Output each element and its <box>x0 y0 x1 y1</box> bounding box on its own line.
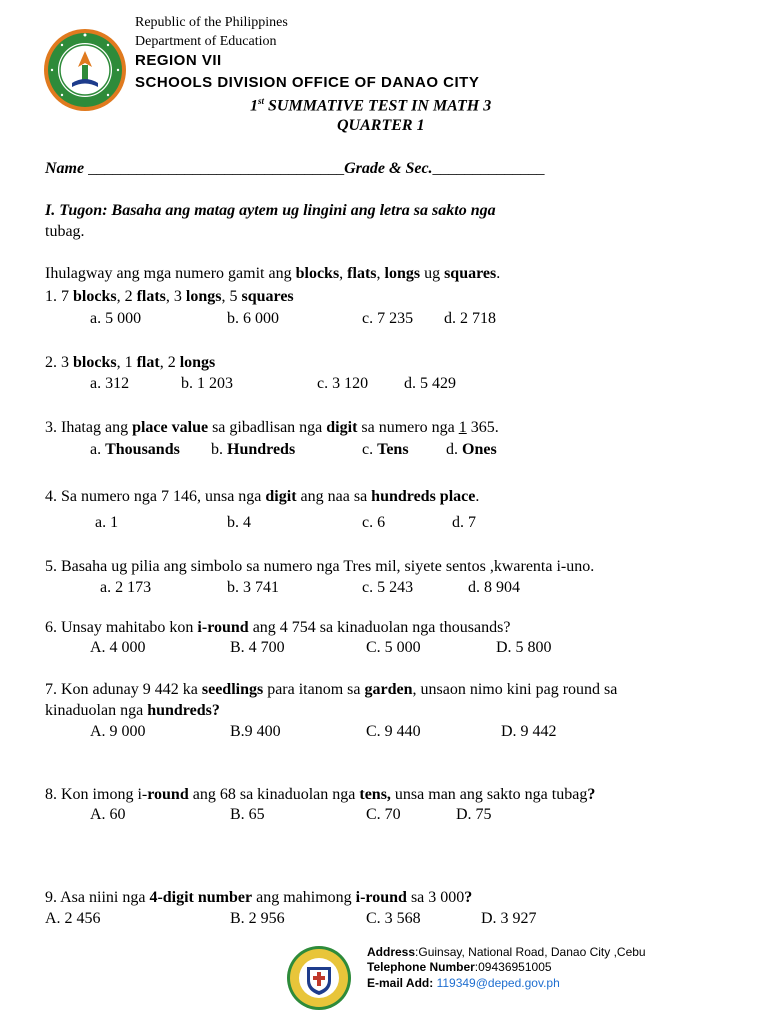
q7-choice-c[interactable]: C. 9 440 <box>366 723 421 740</box>
q1-choice-a[interactable]: a. 5 000 <box>90 310 142 327</box>
name-grade-row <box>45 159 545 179</box>
q6-choice-c[interactable]: C. 5 000 <box>366 639 421 656</box>
footer-address: Address:Guinsay, National Road, Danao City ,Cebu <box>367 945 646 959</box>
deped-danao-seal-logo <box>42 27 128 113</box>
q1-choice-c[interactable]: c. 7 235 <box>362 310 414 327</box>
grade-field-line[interactable]: ______________ <box>432 160 545 177</box>
question-2: 2. 3 blocks, 1 flat, 2 longs <box>45 354 216 371</box>
q2-choice-b[interactable]: b. 1 203 <box>181 375 233 392</box>
question-8: 8. Kon imong i-round ang 68 sa kinaduolan nga tens, unsa man ang sakto nga tubag? <box>45 786 596 803</box>
q3-choice-b[interactable]: b. Hundreds <box>211 441 296 458</box>
q2-choice-d[interactable]: d. 5 429 <box>404 375 456 392</box>
q7-choice-d[interactable]: D. 9 442 <box>501 723 557 740</box>
q3-choice-d[interactable]: d. Ones <box>446 441 497 458</box>
instructions-line1: I. Tugon: Basaha ang matag aytem ug lingini ang letra sa sakto nga <box>45 202 496 219</box>
q8-choice-c[interactable]: C. 70 <box>366 806 401 823</box>
q6-choice-a[interactable]: A. 4 000 <box>90 639 146 656</box>
question-3: 3. Ihatag ang place value sa gibadlisan nga digit sa numero nga 1 365. <box>45 419 499 436</box>
q9-choice-d[interactable]: D. 3 927 <box>481 910 537 927</box>
q8-choice-a[interactable]: A. 60 <box>90 806 126 823</box>
q7-choice-b[interactable]: B.9 400 <box>230 723 281 740</box>
q9-choice-b[interactable]: B. 2 956 <box>230 910 285 927</box>
header-division: SCHOOLS DIVISION OFFICE OF DANAO CITY <box>135 74 480 91</box>
q1-choice-b[interactable]: b. 6 000 <box>227 310 279 327</box>
instructions-line2: tubag. <box>45 223 85 240</box>
q1-choice-d[interactable]: d. 2 718 <box>444 310 496 327</box>
q4-choice-c[interactable]: c. 6 <box>362 514 386 531</box>
q5-choice-d[interactable]: d. 8 904 <box>468 579 520 596</box>
header-department: Department of Education <box>135 34 277 49</box>
question-1: 1. 7 blocks, 2 flats, 3 longs, 5 squares <box>45 288 294 305</box>
q5-choice-b[interactable]: b. 3 741 <box>227 579 279 596</box>
footer-email: E-mail Add: 119349@deped.gov.ph <box>367 976 560 990</box>
q8-choice-d[interactable]: D. 75 <box>456 806 492 823</box>
q4-choice-a[interactable]: a. 1 <box>95 514 119 531</box>
q8-choice-b[interactable]: B. 65 <box>230 806 265 823</box>
q5-choice-c[interactable]: c. 5 243 <box>362 579 414 596</box>
question-4: 4. Sa numero nga 7 146, unsa nga digit ang naa sa hundreds place. <box>45 488 480 505</box>
q3-choice-c[interactable]: c. Tens <box>362 441 409 458</box>
q9-choice-a[interactable]: A. 2 456 <box>45 910 101 927</box>
email-link[interactable]: 119349@deped.gov.ph <box>433 976 560 990</box>
q6-choice-d[interactable]: D. 5 800 <box>496 639 552 656</box>
header-republic: Republic of the Philippines <box>135 15 288 30</box>
question-6: 6. Unsay mahitabo kon i-round ang 4 754 sa kinaduolan nga thousands? <box>45 619 511 636</box>
q9-choice-c[interactable]: C. 3 568 <box>366 910 421 927</box>
question-7-line1: 7. Kon adunay 9 442 ka seedlings para itanom sa garden, unsaon nimo kini pag round sa <box>45 681 618 698</box>
q7-choice-a[interactable]: A. 9 000 <box>90 723 146 740</box>
q5-choice-a[interactable]: a. 2 173 <box>100 579 152 596</box>
header-region: REGION VII <box>135 52 222 69</box>
test-title: 1st SUMMATIVE TEST IN MATH 3 <box>250 96 492 115</box>
intro-text: Ihulagway ang mga numero gamit ang blocks, flats, longs ug squares. <box>45 265 501 282</box>
footer-phone: Telephone Number:09436951005 <box>367 960 552 974</box>
name-field-line[interactable]: ________________________________ <box>88 160 345 177</box>
q6-choice-b[interactable]: B. 4 700 <box>230 639 285 656</box>
q4-choice-d[interactable]: d. 7 <box>452 514 476 531</box>
school-seal-logo <box>286 945 352 1011</box>
question-9: 9. Asa niini nga 4-digit number ang mahimong i-round sa 3 000? <box>45 889 473 906</box>
question-7-line2: kinaduolan nga hundreds? <box>45 702 220 719</box>
quarter-title: QUARTER 1 <box>337 117 425 134</box>
q2-choice-a[interactable]: a. 312 <box>90 375 130 392</box>
q2-choice-c[interactable]: c. 3 120 <box>317 375 369 392</box>
q4-choice-b[interactable]: b. 4 <box>227 514 251 531</box>
name-label: Name <box>45 160 85 177</box>
grade-label: Grade & Sec. <box>344 160 433 177</box>
question-5: 5. Basaha ug pilia ang simbolo sa numero nga Tres mil, siyete sentos ,kwarenta i-uno. <box>45 558 595 575</box>
q3-choice-a[interactable]: a. Thousands <box>90 441 180 458</box>
